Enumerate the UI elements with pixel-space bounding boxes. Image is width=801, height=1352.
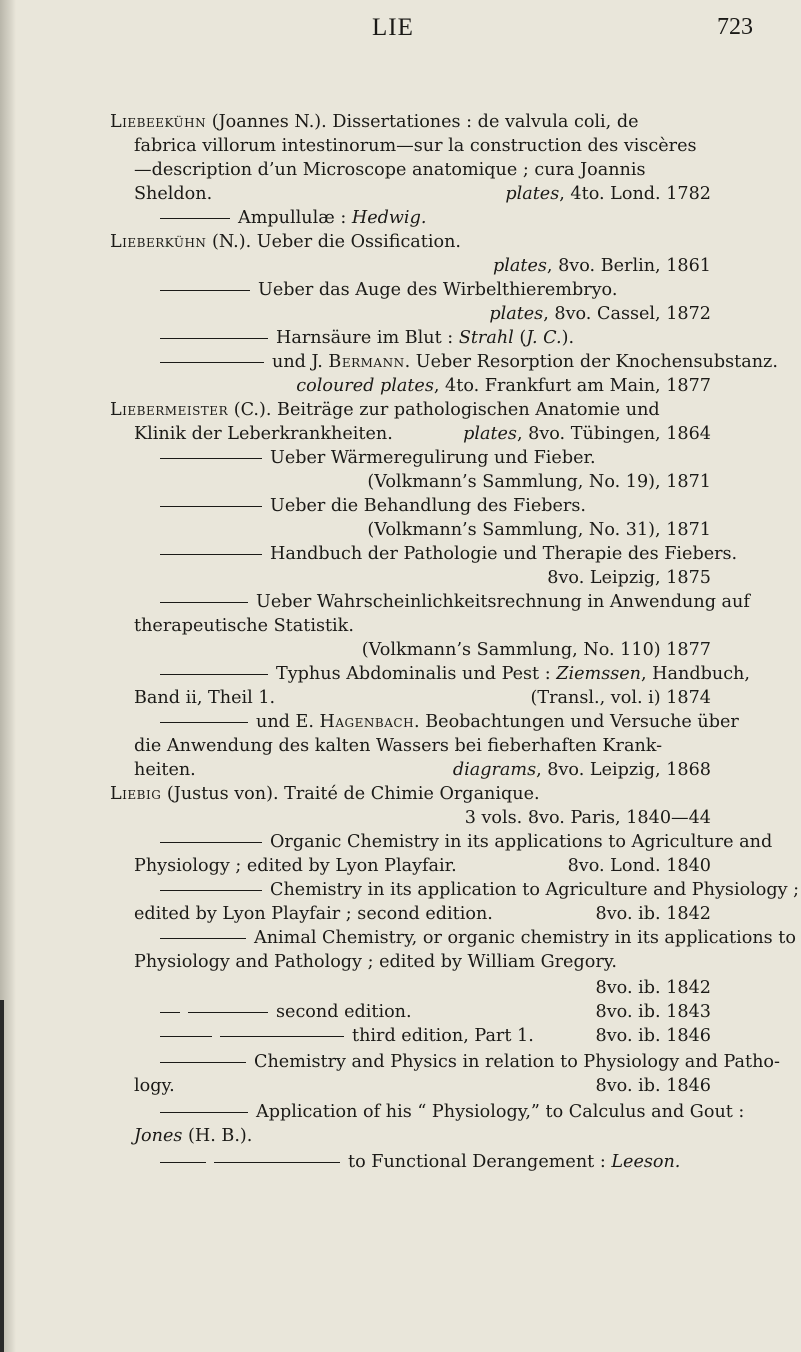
entry-text [160,350,778,374]
entry-imprint [547,566,711,590]
text-segment: (Volkmann’s Sammlung, No. 110) 1877 [361,640,711,660]
text-segment: Physiology ; edited by Lyon Playfair. [134,856,457,876]
entry-line [0,1024,801,1048]
text-segment: (N.). Ueber die Ossification. [206,232,461,252]
text-segment: Band ii, Theil 1. [134,688,276,708]
text-segment: 8vo. ib. 1846 [595,1076,711,1096]
italic-text: plates [493,256,547,276]
text-segment: 8vo. ib. 1846 [595,1026,711,1046]
entry-text [160,326,574,350]
text-segment: therapeutische Statistik. [134,616,354,636]
entry-imprint [531,686,711,710]
entry-text [160,1050,780,1074]
entry-line [0,1050,801,1074]
ditto-rule [160,362,264,363]
entry-line [0,326,801,350]
entry-line [0,734,801,758]
entry-text [160,542,737,566]
ditto-rule [160,554,262,555]
entry-text [160,206,426,230]
entry-line [0,614,801,638]
entry-line [0,374,801,398]
italic-text: J. C. [526,328,562,348]
entry-line [0,782,801,806]
entry-text [160,1150,680,1174]
text-segment: fabrica villorum intestinorum—sur la construction des viscères [134,136,697,156]
entry-line [0,638,801,662]
ditto-rule [160,602,248,603]
text-segment: Ueber Wärmeregulirung und Fieber. [270,448,596,468]
text-segment: Ampullulæ : [238,208,352,228]
text-segment: Klinik der Leberkrankheiten. [134,424,393,444]
italic-text: plates [489,304,544,324]
ditto-rule [160,1062,246,1063]
text-segment: (Justus von). Traité de Chimie Organique. [161,784,540,804]
entry-text [134,614,354,638]
entry-text [160,710,739,734]
ditto-rule [160,938,246,939]
text-segment: , 8vo. Cassel, 1872 [543,304,711,324]
entry-text [160,926,796,950]
entry-line [0,590,801,614]
ditto-rule [160,1162,206,1163]
author-name: Liebermeister [110,400,229,420]
entry-line [0,1074,801,1098]
ditto-rule [160,890,262,891]
text-segment: Typhus Abdominalis und Pest : [276,664,557,684]
entry-text [160,830,772,854]
entry-imprint [505,182,711,206]
text-segment: , 8vo. Tübingen, 1864 [516,424,711,444]
entry-line [0,1100,801,1124]
entry-text [110,782,540,806]
entry-text [160,1000,412,1024]
entry-line [0,926,801,950]
entry-line [0,398,801,422]
entry-text [134,1074,175,1098]
entry-line [0,254,801,278]
author-name: Hagenbach [319,712,415,732]
entry-line [0,542,801,566]
text-segment: Handbuch der Pathologie und Therapie des Fiebers. [270,544,738,564]
entry-imprint [296,374,711,398]
text-segment: (Volkmann’s Sammlung, No. 19), 1871 [367,472,711,492]
entry-text [134,950,617,974]
text-segment: Harnsäure im Blut : [276,328,459,348]
text-segment: edited by Lyon Playfair ; second edition. [134,904,493,924]
entry-line [0,950,801,974]
text-segment: 8vo. ib. 1843 [595,1002,711,1022]
entry-text [134,686,275,710]
entry-line [0,230,801,254]
entry-text [160,494,586,518]
entry-text [134,758,196,782]
text-segment: . Ueber Resorption der Knochensubstanz. [404,352,778,372]
ditto-rule [188,1012,268,1013]
entry-line [0,976,801,1000]
italic-text: Jones [134,1126,183,1146]
text-segment: ( [513,328,527,348]
entry-text [160,278,617,302]
text-segment: 8vo. ib. 1842 [595,978,711,998]
ditto-rule [160,722,248,723]
ditto-rule [160,842,262,843]
entry-line [0,878,801,902]
text-segment: und J. [272,352,329,372]
entry-line [0,758,801,782]
text-segment: , 8vo. Berlin, 1861 [546,256,711,276]
entry-line [0,854,801,878]
text-segment: . Beobachtungen und Versuche über [414,712,739,732]
italic-text: Leeson. [611,1152,681,1172]
entry-imprint [489,302,711,326]
entry-text [160,662,750,686]
ditto-rule [220,1036,344,1037]
author-name: Lieberkühn [110,232,207,252]
entry-line [0,1150,801,1174]
entry-text [160,1100,744,1124]
text-segment: (Transl., vol. i) 1874 [530,688,711,708]
entry-imprint [463,422,711,446]
entry-line [0,206,801,230]
entry-imprint [596,976,711,1000]
text-segment: 8vo. Lond. 1840 [567,856,711,876]
entry-line [0,494,801,518]
running-head: LIE [372,14,414,41]
text-segment: Organic Chemistry in its applications to Agriculture and [270,832,773,852]
entry-line [0,350,801,374]
entry-line [0,134,801,158]
entry-line [0,1124,801,1148]
ditto-rule [160,674,268,675]
entry-imprint [596,1074,711,1098]
entry-text [134,182,212,206]
entry-text [160,446,596,470]
entry-line [0,422,801,446]
italic-text: Hedwig. [351,208,427,228]
text-segment: (C.). Beiträge zur pathologischen Anatomie und [228,400,660,420]
entry-text [134,902,493,926]
ditto-rule [160,1012,180,1013]
ditto-rule [160,506,262,507]
text-segment: 8vo. ib. 1842 [595,904,711,924]
entry-text [134,1124,252,1148]
text-segment: 8vo. Leipzig, 1875 [547,568,711,588]
text-segment: , 4to. Frankfurt am Main, 1877 [433,376,711,396]
entry-line [0,686,801,710]
entry-line [0,662,801,686]
italic-text: Strahl [458,328,514,348]
page-number: 723 [717,14,753,40]
author-name: Liebig [110,784,162,804]
entry-line [0,446,801,470]
text-segment: , 8vo. Leipzig, 1868 [536,760,711,780]
italic-text: plates [505,184,560,204]
entry-line [0,830,801,854]
text-segment: logy. [134,1076,175,1096]
text-segment: ). [561,328,575,348]
entry-imprint [362,638,711,662]
entry-line [0,302,801,326]
entry-line [0,806,801,830]
italic-text: Ziemssen [556,664,641,684]
entry-imprint [596,1000,711,1024]
text-segment: (Volkmann’s Sammlung, No. 31), 1871 [367,520,711,540]
entry-text [110,398,660,422]
entry-text [110,110,639,134]
text-segment: 3 vols. 8vo. Paris, 1840—44 [464,808,711,828]
text-segment: Sheldon. [134,184,213,204]
ditto-rule [160,290,250,291]
entry-line [0,158,801,182]
entry-text [134,422,393,446]
text-segment: second edition. [276,1002,412,1022]
entry-imprint [453,758,711,782]
text-segment: Ueber das Auge des Wirbelthierembryo. [258,280,618,300]
entry-imprint [367,518,711,542]
entry-text [134,854,457,878]
italic-text: diagrams [452,760,537,780]
entry-imprint [568,854,711,878]
text-segment: die Anwendung des kalten Wassers bei fieberhaften Krank- [134,736,663,756]
ditto-rule [160,1112,248,1113]
text-segment: Animal Chemistry, or organic chemistry in its applications to [254,928,796,948]
entry-text [160,590,750,614]
text-segment: third edition, Part 1. [352,1026,534,1046]
author-name: Liebeekühn [110,112,207,132]
entry-text [134,158,646,182]
entry-text [134,134,697,158]
ditto-rule [214,1162,340,1163]
text-segment: und E. [256,712,320,732]
entry-imprint [596,1024,711,1048]
entry-line [0,278,801,302]
entry-line [0,710,801,734]
text-segment: —description d’un Microscope anatomique ; cura Joannis [134,160,646,180]
entry-imprint [367,470,711,494]
page-header [0,0,801,60]
entry-text [134,734,662,758]
entry-line [0,1000,801,1024]
ditto-rule [160,1036,212,1037]
text-segment: Physiology and Pathology ; edited by William Gregory. [134,952,617,972]
entry-line [0,566,801,590]
entry-line [0,110,801,134]
text-segment: to Functional Derangement : [348,1152,612,1172]
text-segment: Ueber die Behandlung des Fiebers. [270,496,586,516]
text-segment: (H. B.). [182,1126,253,1146]
text-segment: heiten. [134,760,196,780]
entry-line [0,518,801,542]
entry-line [0,182,801,206]
ditto-rule [160,218,230,219]
text-segment: , Handbuch, [641,664,750,684]
entry-line [0,470,801,494]
entry-line [0,902,801,926]
entry-imprint [465,806,711,830]
text-segment: (Joannes N.). Dissertationes : de valvula coli, de [206,112,639,132]
ditto-rule [160,338,268,339]
italic-text: coloured plates [296,376,434,396]
text-segment: Ueber Wahrscheinlichkeitsrechnung in Anwendung auf [256,592,750,612]
text-segment: , 4to. Lond. 1782 [559,184,711,204]
entry-imprint [596,902,711,926]
entry-imprint [493,254,711,278]
entry-text [110,230,461,254]
text-segment: Chemistry in its application to Agriculture and Physiology ; [270,880,800,900]
entry-text [160,878,799,902]
text-segment: Chemistry and Physics in relation to Physiology and Patho- [254,1052,780,1072]
italic-text: plates [463,424,517,444]
entry-text [160,1024,534,1048]
author-name: Bermann [328,352,405,372]
ditto-rule [160,458,262,459]
text-segment: Application of his “ Physiology,” to Calculus and Gout : [256,1102,745,1122]
